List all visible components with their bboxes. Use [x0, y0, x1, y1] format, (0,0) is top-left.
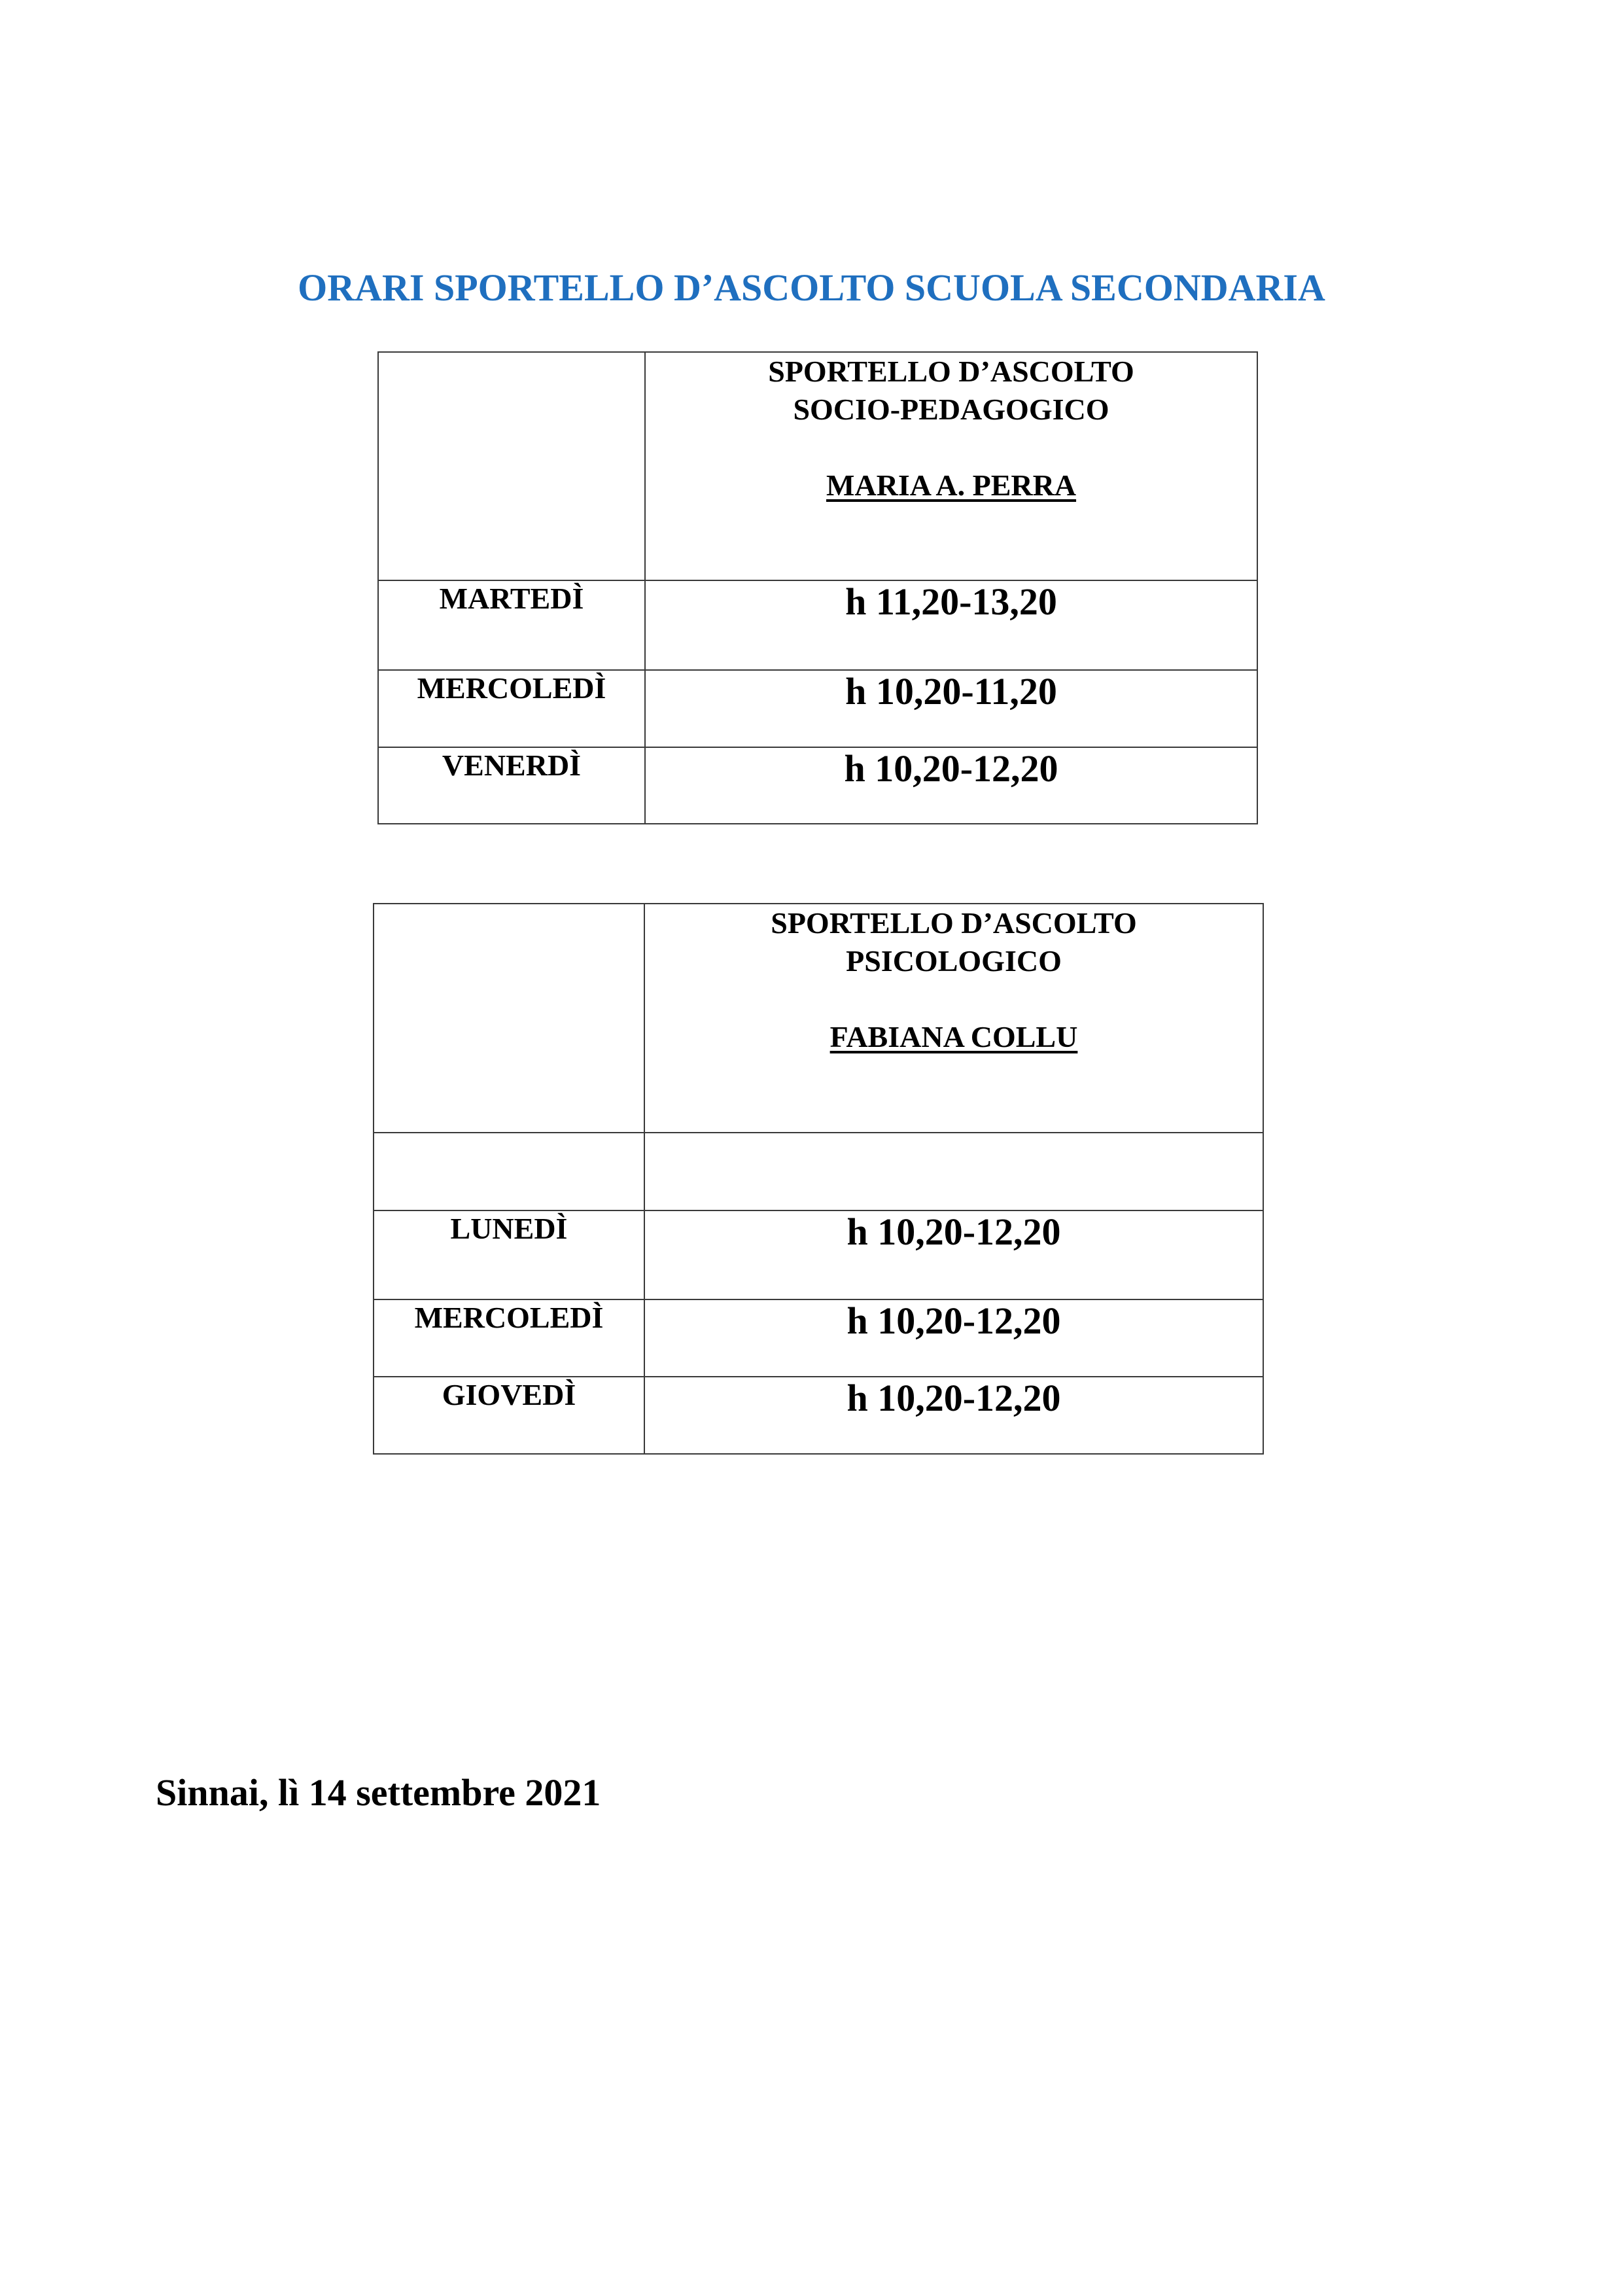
hours-cell: h 10,20-12,20: [644, 1210, 1263, 1299]
table-row: [374, 1210, 1263, 1299]
psicologico-schedule-table: [373, 903, 1264, 1455]
day-cell: MARTEDÌ: [378, 580, 645, 670]
table-row: [374, 1299, 1263, 1377]
day-cell: GIOVEDÌ: [374, 1377, 644, 1454]
day-cell: LUNEDÌ: [374, 1210, 644, 1299]
empty-header-cell: [378, 352, 645, 580]
hours-cell: h 10,20-11,20: [645, 670, 1257, 747]
table-row: [378, 747, 1257, 824]
service-header-cell: [644, 904, 1263, 1133]
socio-pedagogico-schedule-table: [377, 351, 1258, 824]
hours-cell: h 10,20-12,20: [645, 747, 1257, 824]
table-header-row: [374, 904, 1263, 1133]
table-row: [378, 580, 1257, 670]
service-title-line1: SPORTELLO D’ASCOLTO: [771, 906, 1137, 940]
hours-cell: h 10,20-12,20: [644, 1377, 1263, 1454]
table-header-row: [378, 352, 1257, 580]
day-cell: VENERDÌ: [378, 747, 645, 824]
day-cell: MERCOLEDÌ: [378, 670, 645, 747]
hours-cell: h 11,20-13,20: [645, 580, 1257, 670]
service-title-line1: SPORTELLO D’ASCOLTO: [768, 355, 1134, 388]
page-title: ORARI SPORTELLO D’ASCOLTO SCUOLA SECONDARIA: [298, 266, 1325, 309]
service-title-line2: SOCIO-PEDAGOGICO: [793, 393, 1109, 426]
footer-date: Sinnai, lì 14 settembre 2021: [156, 1771, 601, 1814]
table-row: [378, 670, 1257, 747]
table-row: [374, 1377, 1263, 1454]
empty-cell: [644, 1133, 1263, 1210]
service-person-name: FABIANA COLLU: [829, 1020, 1078, 1053]
service-title-line2: PSICOLOGICO: [846, 944, 1062, 978]
hours-cell: h 10,20-12,20: [644, 1299, 1263, 1377]
empty-row: [374, 1133, 1263, 1210]
day-cell: MERCOLEDÌ: [374, 1299, 644, 1377]
service-header-cell: [645, 352, 1257, 580]
empty-cell: [374, 1133, 644, 1210]
service-person-name: MARIA A. PERRA: [826, 468, 1077, 502]
empty-header-cell: [374, 904, 644, 1133]
